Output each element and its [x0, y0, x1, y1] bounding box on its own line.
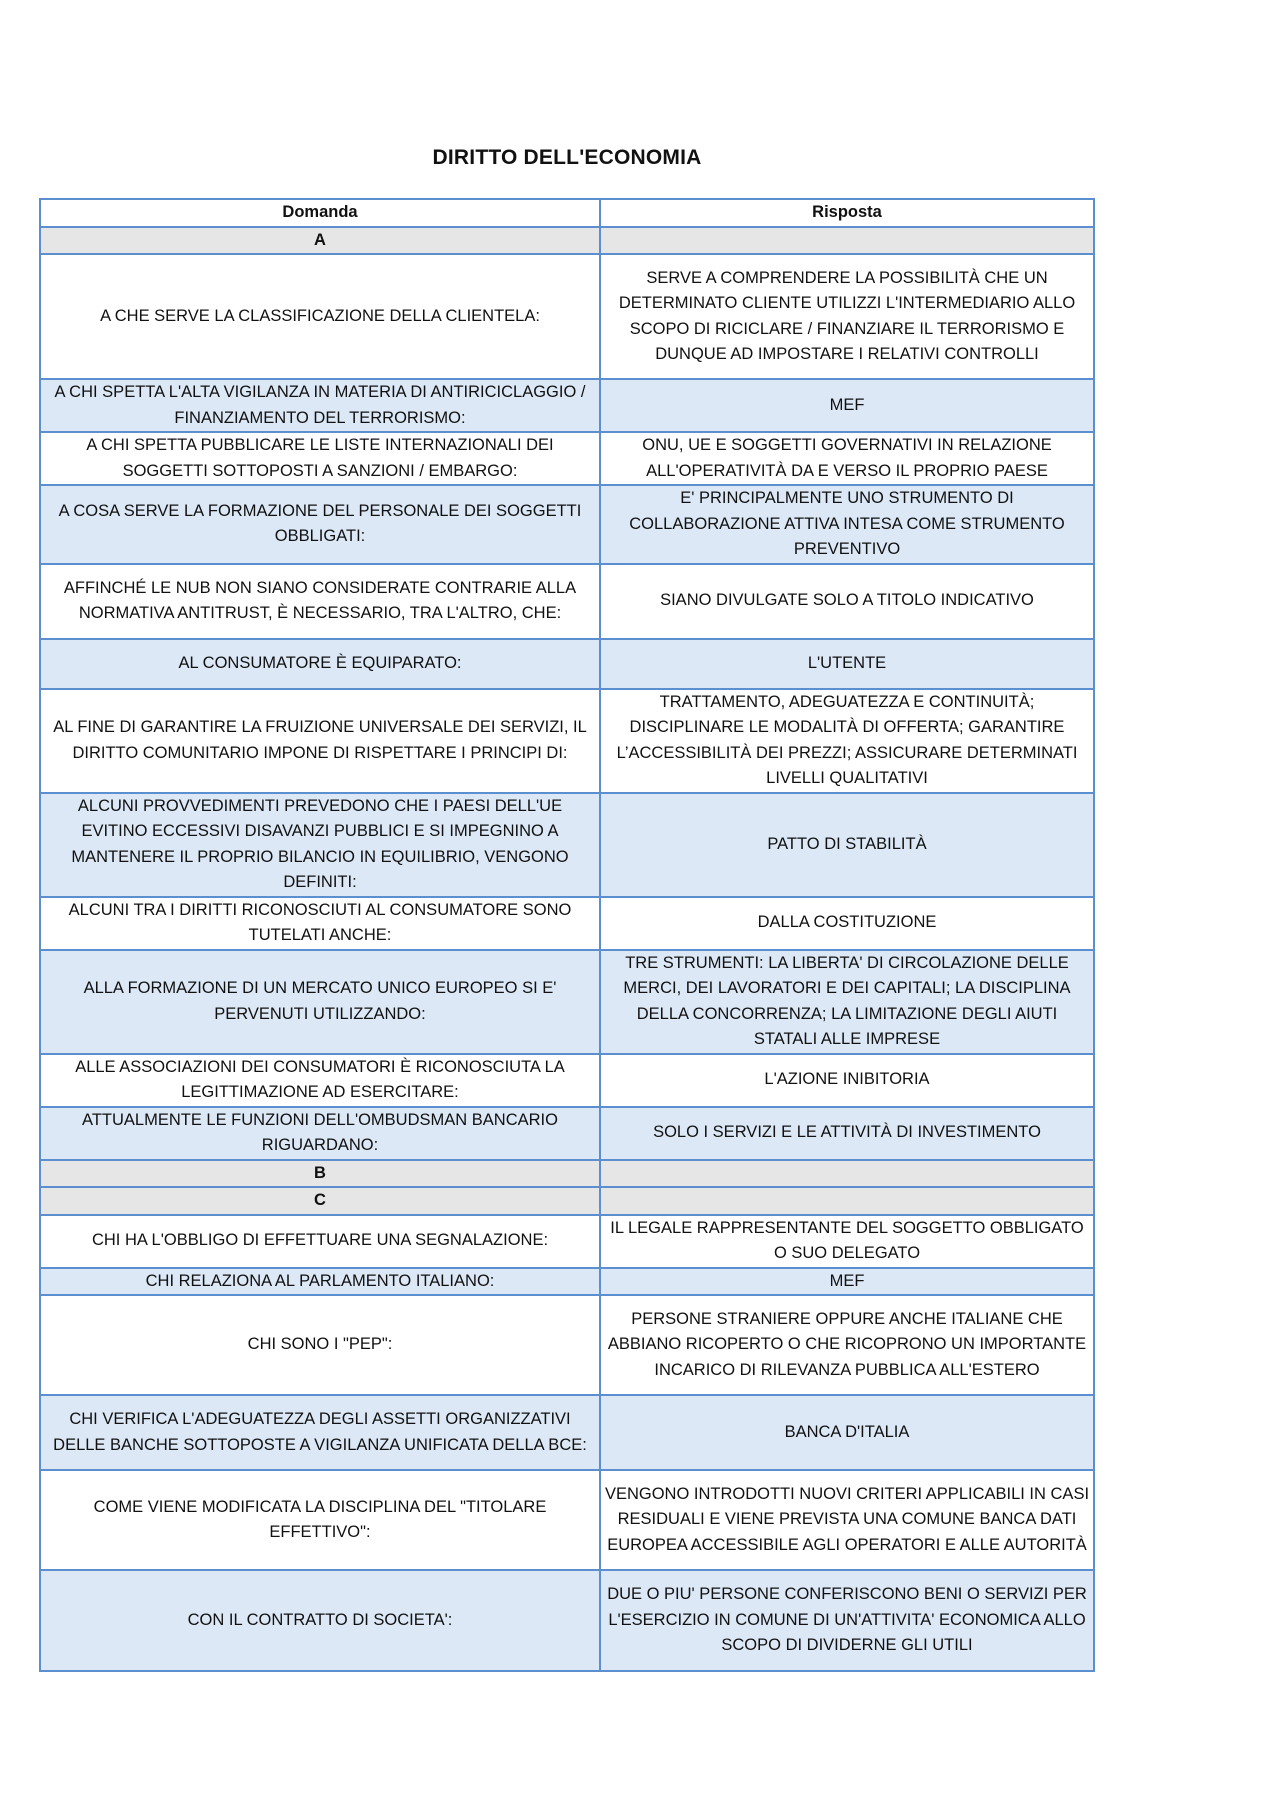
answer-cell: DUE O PIU' PERSONE CONFERISCONO BENI O SERVIZI PER L'ESERCIZIO IN COMUNE DI UN'ATTIVITA' ECONOMICA ALLO SCOPO DI DIVIDERNE GLI UTILI — [600, 1570, 1094, 1671]
table-row — [40, 1107, 1094, 1160]
section-letter-row — [40, 1187, 1094, 1215]
table-row — [40, 1470, 1094, 1570]
table-row — [40, 1054, 1094, 1107]
answer-cell: VENGONO INTRODOTTI NUOVI CRITERI APPLICABILI IN CASI RESIDUALI E VIENE PREVISTA UNA COMUNE BANCA DATI EUROPEA ACCESSIBILE AGLI OPERATORI E ALLE AUTORITÀ — [600, 1470, 1094, 1570]
table-row — [40, 564, 1094, 639]
answer-cell: MEF — [600, 1268, 1094, 1296]
answer-cell: TRE STRUMENTI: LA LIBERTA' DI CIRCOLAZIONE DELLE MERCI, DEI LAVORATORI E DEI CAPITALI; LA DISCIPLINA DELLA CONCORRENZA; LA LIMITAZIONE DEGLI AIUTI STATALI ALLE IMPRESE — [600, 950, 1094, 1054]
question-cell: AFFINCHÉ LE NUB NON SIANO CONSIDERATE CONTRARIE ALLA NORMATIVA ANTITRUST, È NECESSARIO, TRA L'ALTRO, CHE: — [40, 564, 600, 639]
question-cell: A CHE SERVE LA CLASSIFICAZIONE DELLA CLIENTELA: — [40, 254, 600, 379]
qa-table — [39, 198, 1095, 1672]
question-cell: CHI HA L'OBBLIGO DI EFFETTUARE UNA SEGNALAZIONE: — [40, 1215, 600, 1268]
table-row — [40, 1295, 1094, 1395]
section-letter-empty-cell — [600, 227, 1094, 255]
table-row — [40, 793, 1094, 897]
table-row — [40, 1268, 1094, 1296]
question-cell: CHI RELAZIONA AL PARLAMENTO ITALIANO: — [40, 1268, 600, 1296]
section-letter-row — [40, 1160, 1094, 1188]
question-cell: A COSA SERVE LA FORMAZIONE DEL PERSONALE DEI SOGGETTI OBBLIGATI: — [40, 485, 600, 564]
table-row — [40, 950, 1094, 1054]
answer-cell: E' PRINCIPALMENTE UNO STRUMENTO DI COLLABORAZIONE ATTIVA INTESA COME STRUMENTO PREVENTIVO — [600, 485, 1094, 564]
table-row — [40, 1570, 1094, 1671]
section-letter: C — [40, 1187, 600, 1215]
question-cell: CON IL CONTRATTO DI SOCIETA': — [40, 1570, 600, 1671]
answer-cell: SOLO I SERVIZI E LE ATTIVITÀ DI INVESTIMENTO — [600, 1107, 1094, 1160]
question-cell: CHI SONO I "PEP": — [40, 1295, 600, 1395]
answer-cell: TRATTAMENTO, ADEGUATEZZA E CONTINUITÀ; DISCIPLINARE LE MODALITÀ DI OFFERTA; GARANTIRE L’ACCESSIBILITÀ DEI PREZZI; ASSICURARE DETERMINATI LIVELLI QUALITATIVI — [600, 689, 1094, 793]
table-row — [40, 254, 1094, 379]
column-header-answer: Risposta — [600, 199, 1094, 227]
question-cell: AL CONSUMATORE È EQUIPARATO: — [40, 639, 600, 689]
table-row — [40, 897, 1094, 950]
answer-cell: PATTO DI STABILITÀ — [600, 793, 1094, 897]
section-letter-row — [40, 227, 1094, 255]
column-header-question: Domanda — [40, 199, 600, 227]
question-cell: A CHI SPETTA PUBBLICARE LE LISTE INTERNAZIONALI DEI SOGGETTI SOTTOPOSTI A SANZIONI / EMBARGO: — [40, 432, 600, 485]
table-row — [40, 379, 1094, 432]
answer-cell: L'AZIONE INIBITORIA — [600, 1054, 1094, 1107]
table-row — [40, 1395, 1094, 1470]
section-letter: A — [40, 227, 600, 255]
table-header-row — [40, 199, 1094, 227]
question-cell: ALLE ASSOCIAZIONI DEI CONSUMATORI È RICONOSCIUTA LA LEGITTIMAZIONE AD ESERCITARE: — [40, 1054, 600, 1107]
section-letter-empty-cell — [600, 1160, 1094, 1188]
answer-cell: ONU, UE E SOGGETTI GOVERNATIVI IN RELAZIONE ALL'OPERATIVITÀ DA E VERSO IL PROPRIO PAESE — [600, 432, 1094, 485]
table-row — [40, 1215, 1094, 1268]
table-row — [40, 639, 1094, 689]
question-cell: ALLA FORMAZIONE DI UN MERCATO UNICO EUROPEO SI E' PERVENUTI UTILIZZANDO: — [40, 950, 600, 1054]
answer-cell: SERVE A COMPRENDERE LA POSSIBILITÀ CHE UN DETERMINATO CLIENTE UTILIZZI L'INTERMEDIARIO ALLO SCOPO DI RICICLARE / FINANZIARE IL TERRORISMO E DUNQUE AD IMPOSTARE I RELATIVI CONTROLLI — [600, 254, 1094, 379]
table-row — [40, 689, 1094, 793]
answer-cell: PERSONE STRANIERE OPPURE ANCHE ITALIANE CHE ABBIANO RICOPERTO O CHE RICOPRONO UN IMPORTANTE INCARICO DI RILEVANZA PUBBLICA ALL'ESTERO — [600, 1295, 1094, 1395]
answer-cell: IL LEGALE RAPPRESENTANTE DEL SOGGETTO OBBLIGATO O SUO DELEGATO — [600, 1215, 1094, 1268]
question-cell: ALCUNI TRA I DIRITTI RICONOSCIUTI AL CONSUMATORE SONO TUTELATI ANCHE: — [40, 897, 600, 950]
answer-cell: BANCA D'ITALIA — [600, 1395, 1094, 1470]
answer-cell: MEF — [600, 379, 1094, 432]
section-letter-empty-cell — [600, 1187, 1094, 1215]
question-cell: ALCUNI PROVVEDIMENTI PREVEDONO CHE I PAESI DELL'UE EVITINO ECCESSIVI DISAVANZI PUBBLICI E SI IMPEGNINO A MANTENERE IL PROPRIO BILANCIO IN EQUILIBRIO, VENGONO DEFINITI: — [40, 793, 600, 897]
question-cell: ATTUALMENTE LE FUNZIONI DELL'OMBUDSMAN BANCARIO RIGUARDANO: — [40, 1107, 600, 1160]
table-row — [40, 485, 1094, 564]
question-cell: A CHI SPETTA L'ALTA VIGILANZA IN MATERIA DI ANTIRICICLAGGIO / FINANZIAMENTO DEL TERRORISMO: — [40, 379, 600, 432]
question-cell: CHI VERIFICA L'ADEGUATEZZA DEGLI ASSETTI ORGANIZZATIVI DELLE BANCHE SOTTOPOSTE A VIGILANZA UNIFICATA DELLA BCE: — [40, 1395, 600, 1470]
table-body — [40, 227, 1094, 1672]
section-letter: B — [40, 1160, 600, 1188]
answer-cell: SIANO DIVULGATE SOLO A TITOLO INDICATIVO — [600, 564, 1094, 639]
question-cell: AL FINE DI GARANTIRE LA FRUIZIONE UNIVERSALE DEI SERVIZI, IL DIRITTO COMUNITARIO IMPONE DI RISPETTARE I PRINCIPI DI: — [40, 689, 600, 793]
answer-cell: DALLA COSTITUZIONE — [600, 897, 1094, 950]
page-title: DIRITTO DELL'ECONOMIA — [432, 146, 702, 169]
answer-cell: L'UTENTE — [600, 639, 1094, 689]
question-cell: COME VIENE MODIFICATA LA DISCIPLINA DEL "TITOLARE EFFETTIVO": — [40, 1470, 600, 1570]
table-row — [40, 432, 1094, 485]
